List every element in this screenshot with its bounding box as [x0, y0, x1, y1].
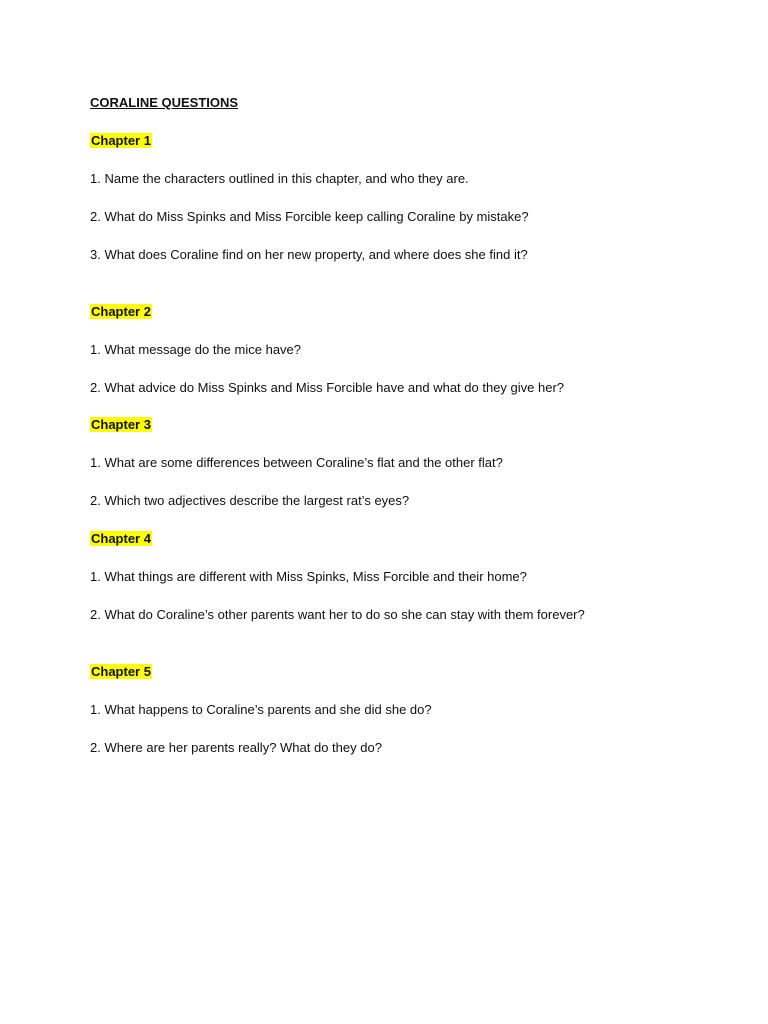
chapter-heading-label: Chapter 1 [91, 133, 151, 148]
question-item: 2. Where are her parents really? What do they do? [90, 740, 382, 755]
chapter-heading-1 [90, 133, 152, 149]
question-item: 2. What do Coraline’s other parents want her to do so she can stay with them forever? [90, 607, 585, 622]
chapter-heading-3 [90, 417, 152, 433]
chapter-heading-4 [90, 531, 152, 547]
chapter-heading-label: Chapter 5 [91, 664, 151, 679]
chapter-heading-label: Chapter 3 [91, 417, 151, 432]
chapter-heading-5 [90, 664, 152, 680]
question-item: 3. What does Coraline find on her new property, and where does she find it? [90, 247, 528, 262]
question-item: 2. Which two adjectives describe the largest rat’s eyes? [90, 493, 410, 508]
question-item: 1. What things are different with Miss Spinks, Miss Forcible and their home? [90, 569, 527, 584]
question-item: 2. What do Miss Spinks and Miss Forcible keep calling Coraline by mistake? [90, 209, 529, 224]
document-title: CORALINE QUESTIONS [90, 95, 239, 110]
chapter-heading-label: Chapter 2 [91, 304, 151, 319]
question-item: 1. What are some differences between Coraline’s flat and the other flat? [90, 455, 503, 470]
question-item: 2. What advice do Miss Spinks and Miss Forcible have and what do they give her? [90, 380, 565, 395]
question-item: 1. What message do the mice have? [90, 342, 302, 357]
question-item: 1. Name the characters outlined in this chapter, and who they are. [90, 171, 469, 186]
chapter-heading-2 [90, 304, 152, 320]
question-item: 1. What happens to Coraline’s parents and she did she do? [90, 702, 432, 717]
chapter-heading-label: Chapter 4 [91, 531, 151, 546]
